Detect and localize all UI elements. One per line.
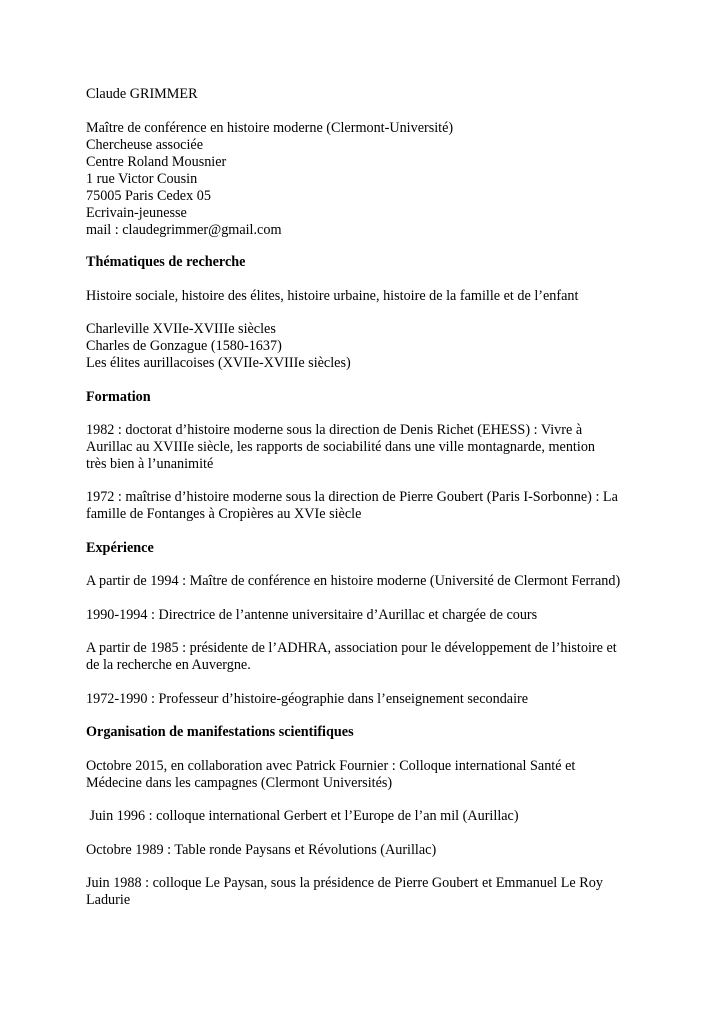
events-heading: Organisation de manifestations scientifiques bbox=[86, 724, 354, 740]
formation-entry: 1982 : doctorat d’histoire moderne sous la direction de Denis Richet (EHESS) : Vivre à Aurillac au XVIIIe siècle, les rapports de sociabilité dans une ville montagnarde, mention très bien à l’unanimité bbox=[86, 422, 596, 472]
topic-item: Charles de Gonzague (1580-1637) bbox=[86, 338, 282, 354]
event-entry: Juin 1988 : colloque Le Paysan, sous la présidence de Pierre Goubert et Emmanuel Le Roy Ladurie bbox=[86, 875, 603, 908]
event-entry: Octobre 1989 : Table ronde Paysans et Révolutions (Aurillac) bbox=[86, 842, 437, 858]
role-line: Chercheuse associée bbox=[86, 137, 203, 153]
street-line: 1 rue Victor Cousin bbox=[86, 171, 198, 187]
occupation-line: Ecrivain-jeunesse bbox=[86, 205, 187, 221]
themes-topics bbox=[86, 321, 646, 372]
event-entry: Juin 1996 : colloque international Gerbert et l’Europe de l’an mil (Aurillac) bbox=[86, 808, 519, 824]
center-line: Centre Roland Mousnier bbox=[86, 154, 227, 170]
experience-entry: 1990-1994 : Directrice de l’antenne universitaire d’Aurillac et chargée de cours bbox=[86, 607, 538, 623]
topic-item: Charleville XVIIe-XVIIIe siècles bbox=[86, 321, 276, 337]
email-line: mail : claudegrimmer@gmail.com bbox=[86, 222, 282, 238]
formation-entry: 1972 : maîtrise d’histoire moderne sous la direction de Pierre Goubert (Paris I-Sorbonne) : La famille de Fontanges à Cropières au XVIe siècle bbox=[86, 489, 618, 522]
formation-heading: Formation bbox=[86, 389, 151, 405]
experience-entry: A partir de 1985 : présidente de l’ADHRA, association pour le développement de l’histoire et de la recherche en Auvergne. bbox=[86, 640, 617, 673]
experience-heading: Expérience bbox=[86, 540, 154, 556]
themes-fields: Histoire sociale, histoire des élites, histoire urbaine, histoire de la famille et de l’enfant bbox=[86, 288, 579, 304]
position-line: Maître de conférence en histoire moderne (Clermont-Université) bbox=[86, 120, 454, 136]
author-name: Claude GRIMMER bbox=[86, 86, 198, 102]
experience-entry: 1972-1990 : Professeur d’histoire-géographie dans l’enseignement secondaire bbox=[86, 691, 529, 707]
themes-heading: Thématiques de recherche bbox=[86, 254, 246, 270]
city-line: 75005 Paris Cedex 05 bbox=[86, 188, 211, 204]
topic-item: Les élites aurillacoises (XVIIe-XVIIIe siècles) bbox=[86, 355, 351, 371]
contact-block bbox=[86, 120, 646, 239]
experience-entry: A partir de 1994 : Maître de conférence en histoire moderne (Université de Clermont Ferrand) bbox=[86, 573, 621, 589]
event-entry: Octobre 2015, en collaboration avec Patrick Fournier : Colloque international Santé et Médecine dans les campagnes (Clermont Universités) bbox=[86, 758, 576, 791]
